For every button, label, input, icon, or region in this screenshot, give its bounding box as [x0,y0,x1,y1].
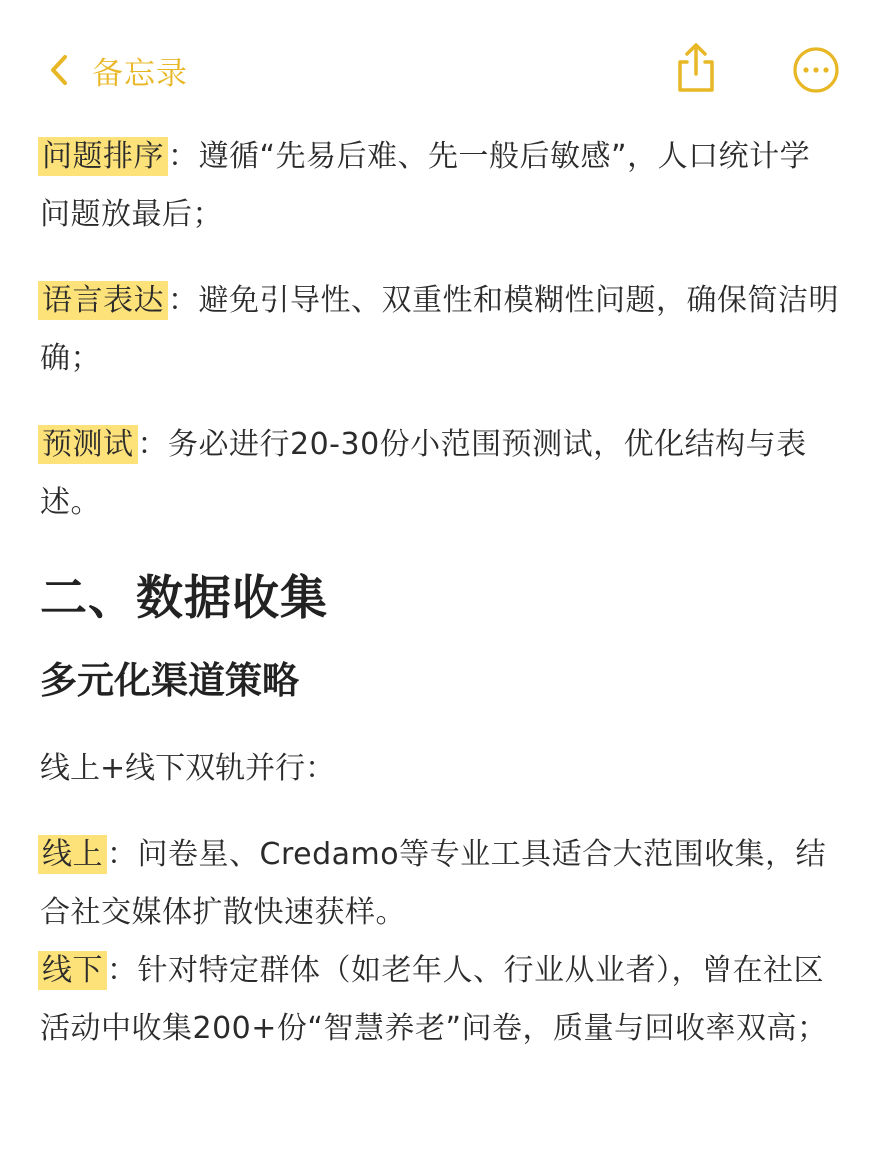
paragraph-text: 问卷星、Credamo等专业工具适合大范围收集，结合社交媒体扩散快速获样。 [40,837,827,930]
paragraph-online [40,826,840,942]
separator: ： [168,283,199,318]
note-body[interactable] [40,128,840,1058]
paragraph-text: 遵循“先易后难、先一般后敏感”，人口统计学问题放最后； [40,139,811,232]
paragraph-question-order [40,128,840,244]
paragraph-offline [40,942,840,1058]
paragraph-pretest [40,416,840,532]
separator: ： [137,427,168,462]
separator: ： [107,837,138,872]
back-button[interactable] [48,46,188,94]
share-button[interactable] [672,40,720,96]
ellipsis-circle-icon [792,79,840,98]
navigation-bar [0,0,880,140]
highlight-keyword: 问题排序 [38,137,168,176]
highlight-keyword: 预测试 [38,425,138,464]
paragraph-language [40,272,840,388]
highlight-keyword: 线下 [38,951,107,990]
paragraph-text: 避免引导性、双重性和模糊性问题，确保简洁明确； [40,283,839,376]
highlight-keyword: 线上 [38,835,107,874]
more-button[interactable] [792,46,840,94]
section-heading: 二、数据收集 [40,571,328,626]
share-icon [672,81,720,100]
intro-text: 线上+线下双轨并行： [40,751,336,786]
back-label: 备忘录 [92,55,188,92]
paragraph-text: 务必进行20-30份小范围预测试，优化结构与表述。 [40,427,807,520]
paragraph-text: 针对特定群体（如老年人、行业从业者），曾在社区活动中收集200+份“智慧养老”问卷，质量与回收率双高； [40,953,828,1046]
chevron-left-icon [48,53,70,87]
separator: ： [168,139,199,174]
subsection-heading: 多元化渠道策略 [40,659,299,702]
separator: ： [107,953,138,988]
highlight-keyword: 语言表达 [38,281,168,320]
